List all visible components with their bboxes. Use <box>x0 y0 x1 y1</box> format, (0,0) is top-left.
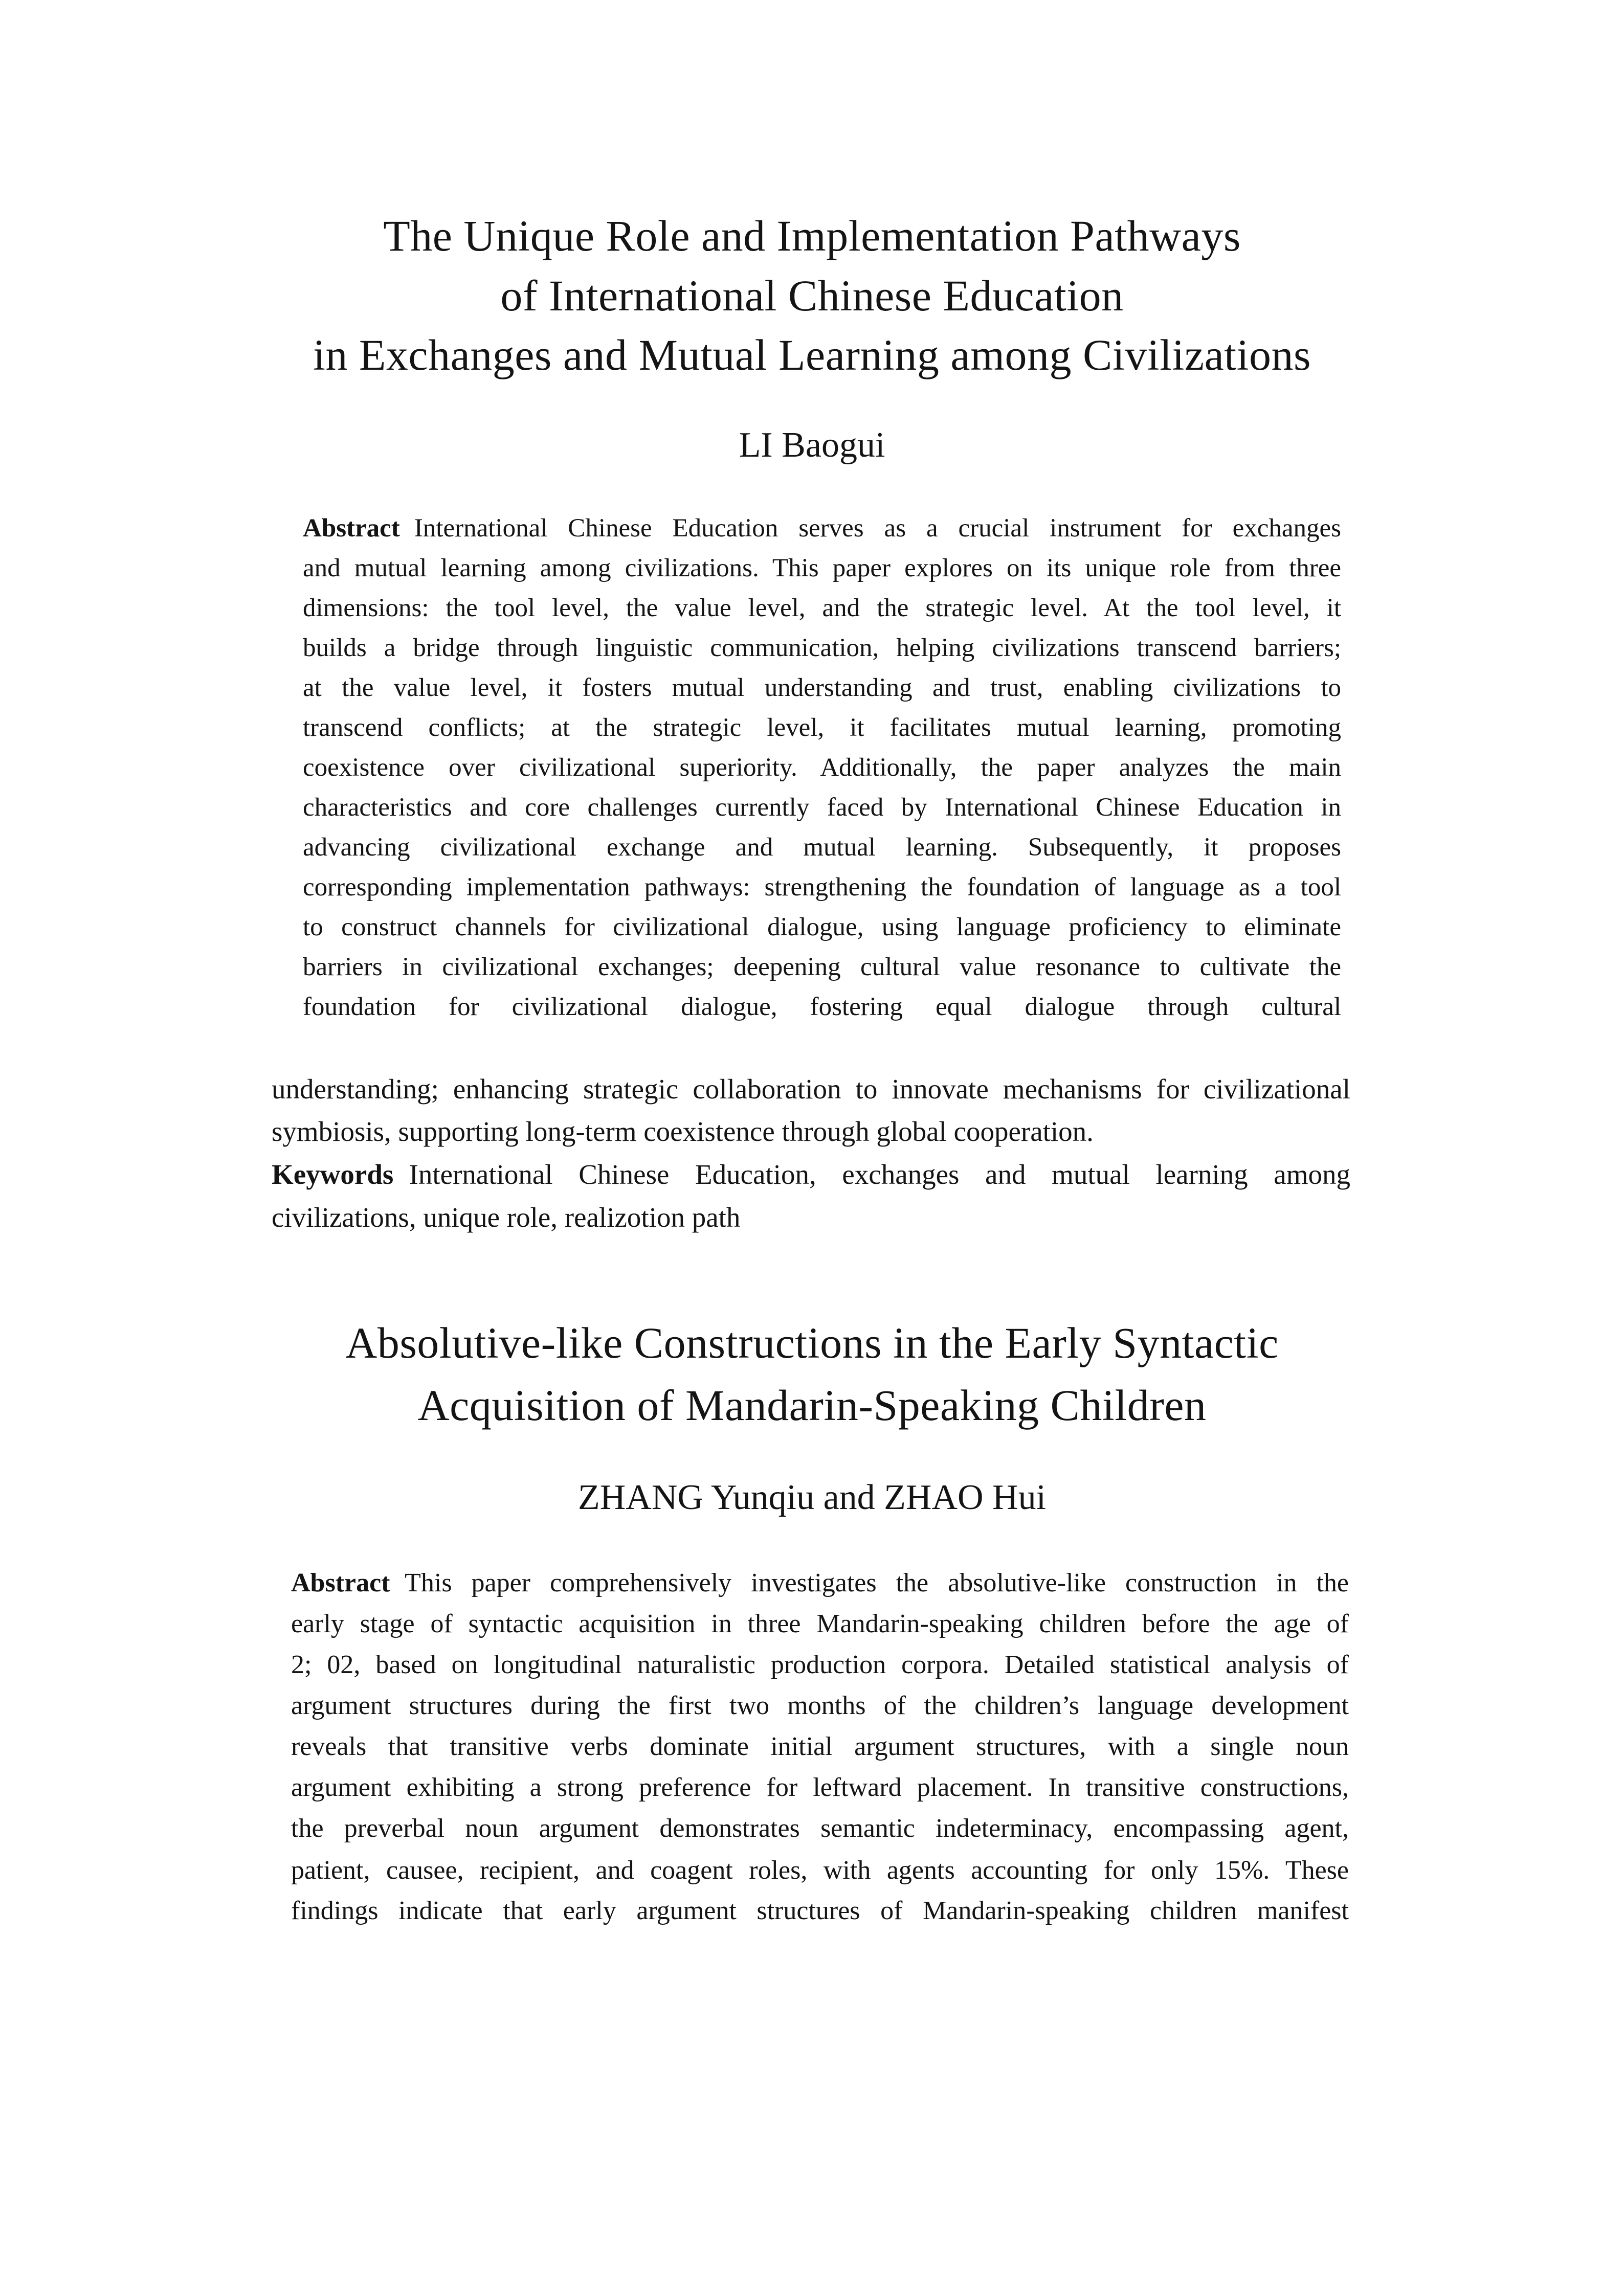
abstract-line: Abstract International Chinese Education serves as a crucial instrument for exchanges <box>303 514 1341 543</box>
article-2-title-line-2: Acquisition of Mandarin-Speaking Children <box>417 1381 1207 1430</box>
abstract-line: builds a bridge through linguistic communication, helping civilizations transcend barriers; <box>303 634 1341 662</box>
article-1-title-line-3: in Exchanges and Mutual Learning among Civilizations <box>313 330 1311 379</box>
article-2-title-line-1: Absolutive-like Constructions in the Early Syntactic <box>345 1318 1279 1367</box>
keywords-line: Keywords International Chinese Education, exchanges and mutual learning among <box>272 1159 1350 1190</box>
abstract-line: patient, causee, recipient, and coagent roles, with agents accounting for only 15%. These <box>291 1856 1349 1885</box>
abstract-line: dimensions: the tool level, the value level, and the strategic level. At the tool level, it <box>303 594 1341 622</box>
abstract-line: findings indicate that early argument structures of Mandarin-speaking children manifest <box>291 1896 1349 1925</box>
abstract-line: foundation for civilizational dialogue, fostering equal dialogue through cultural <box>303 993 1341 1021</box>
abstract-line: characteristics and core challenges currently faced by International Chinese Education in <box>303 793 1341 822</box>
abstract-line: at the value level, it fosters mutual understanding and trust, enabling civilizations to <box>303 673 1341 702</box>
article-1-title-line-2: of International Chinese Education <box>500 271 1124 320</box>
abstract-line: coexistence over civilizational superiority. Additionally, the paper analyzes the main <box>303 753 1341 782</box>
article-1-title-line-1: The Unique Role and Implementation Pathways <box>383 211 1241 260</box>
keywords-line: civilizations, unique role, realizotion path <box>272 1202 741 1233</box>
abstract-line: reveals that transitive verbs dominate initial argument structures, with a single noun <box>291 1732 1349 1761</box>
abstract-line: to construct channels for civilizational dialogue, using language proficiency to eliminate <box>303 913 1341 941</box>
abstract-continuation-line: symbiosis, supporting long-term coexistence through global cooperation. <box>272 1116 1094 1147</box>
abstract-line: the preverbal noun argument demonstrates semantic indeterminacy, encompassing agent, <box>291 1814 1349 1843</box>
article-2-author: ZHANG Yunqiu and ZHAO Hui <box>577 1478 1047 1517</box>
keywords-label: Keywords <box>272 1159 394 1190</box>
abstract-label: Abstract <box>291 1568 390 1597</box>
abstract-line: advancing civilizational exchange and mutual learning. Subsequently, it proposes <box>303 833 1341 862</box>
abstract-line: transcend conflicts; at the strategic level, it facilitates mutual learning, promoting <box>303 713 1341 742</box>
abstract-line: barriers in civilizational exchanges; deepening cultural value resonance to cultivate the <box>303 953 1341 981</box>
abstract-line: corresponding implementation pathways: strengthening the foundation of language as a tool <box>303 873 1341 902</box>
abstract-continuation-line: understanding; enhancing strategic collaboration to innovate mechanisms for civilizational <box>272 1073 1350 1105</box>
abstract-line: Abstract This paper comprehensively investigates the absolutive-like construction in the <box>291 1568 1349 1597</box>
abstract-label: Abstract <box>303 514 400 543</box>
abstract-line: argument exhibiting a strong preference for leftward placement. In transitive constructions, <box>291 1773 1349 1802</box>
abstract-line: argument structures during the first two months of the children’s language development <box>291 1691 1349 1720</box>
abstract-line: 2; 02, based on longitudinal naturalistic production corpora. Detailed statistical analysis of <box>291 1650 1349 1679</box>
article-1-author: LI Baogui <box>739 425 885 465</box>
abstract-line: and mutual learning among civilizations. This paper explores on its unique role from three <box>303 554 1341 582</box>
abstract-line: early stage of syntactic acquisition in three Mandarin-speaking children before the age of <box>291 1609 1349 1638</box>
